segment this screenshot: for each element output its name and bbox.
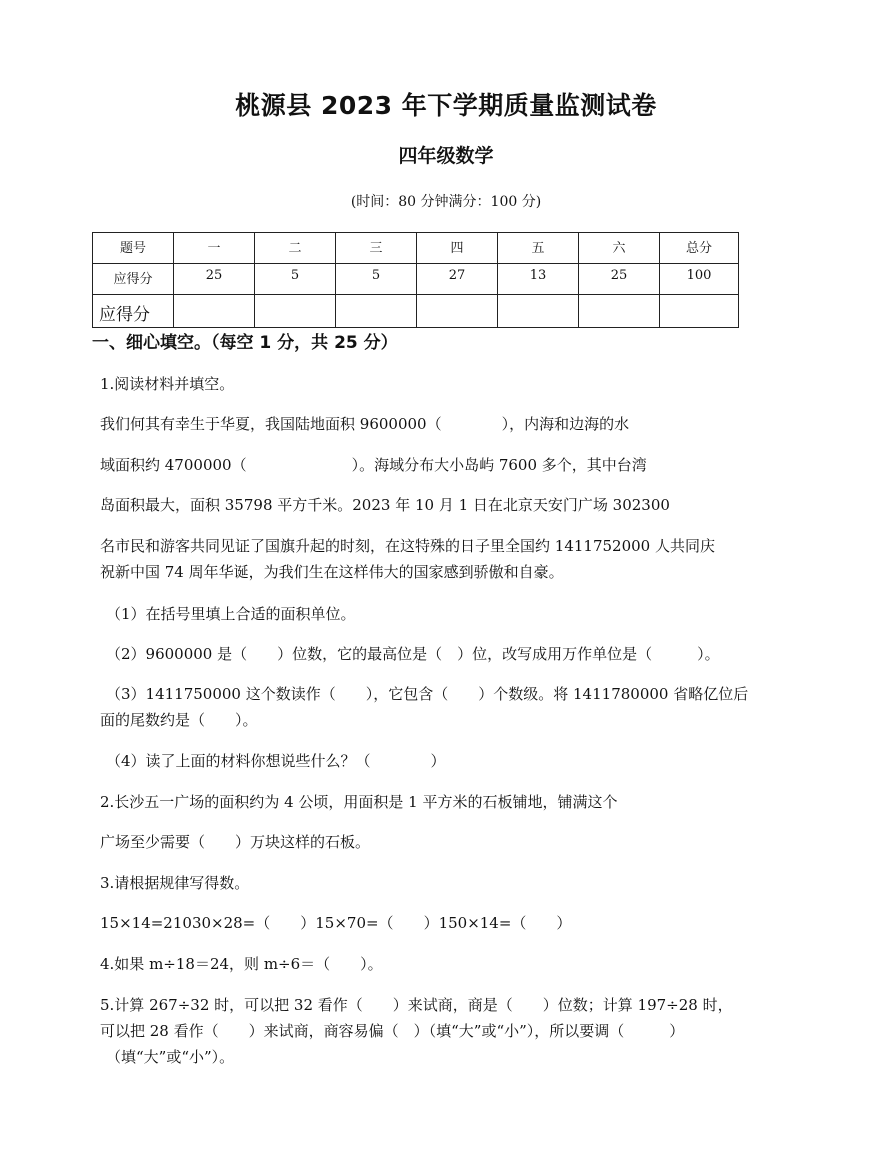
score-earned-cell[interactable]: [660, 295, 739, 328]
score-table: [92, 232, 739, 328]
q1-sub-question-2: （2）9600000 是（ ）位数，它的最高位是（ ）位，改写成用万作单位是（ ）。: [106, 645, 720, 663]
q1-paragraph-line: 祝新中国 74 周年华诞，为我们生在这样伟大的国家感到骄傲和自豪。: [100, 563, 564, 581]
exam-title: 桃源县 2023 年下学期质量监测试卷: [235, 91, 657, 120]
score-points-cell: 13: [498, 264, 579, 295]
q5-line: （填“大”或“小”）。: [106, 1048, 235, 1066]
score-header-cell: 二: [255, 233, 336, 264]
q1-sub-question-3: （3）1411750000 这个数读作（ ），它包含（ ）个数级。将 1411780000 省略亿位后: [106, 685, 749, 703]
score-points-cell: 5: [336, 264, 417, 295]
score-header-cell: 总分: [660, 233, 739, 264]
exam-time-info: (时间：80 分钟满分：100 分): [350, 194, 542, 210]
score-earned-cell[interactable]: [255, 295, 336, 328]
q2-line: 广场至少需要（ ）万块这样的石板。: [100, 833, 371, 851]
score-header-cell: 五: [498, 233, 579, 264]
q4-body: 4.如果 m÷18＝24，则 m÷6＝（ ）。: [100, 955, 383, 973]
score-table-header-row: [93, 233, 739, 264]
score-points-cell: 应得分: [93, 264, 174, 295]
q2-line: 2.长沙五一广场的面积约为 4 公顷，用面积是 1 平方米的石板铺地，铺满这个: [100, 793, 618, 811]
score-earned-cell[interactable]: [174, 295, 255, 328]
score-points-cell: 25: [174, 264, 255, 295]
section-heading: 一、细心填空。（每空 1 分，共 25 分）: [92, 333, 398, 353]
score-points-cell: 5: [255, 264, 336, 295]
q5-line: 可以把 28 看作（ ）来试商，商容易偏（ ）（填“大”或“小”），所以要调（ ）: [100, 1022, 685, 1040]
q1-sub-question-4: （4）读了上面的材料你想说些什么？（ ）: [106, 752, 446, 770]
q1-paragraph-line: 名市民和游客共同见证了国旗升起的时刻，在这特殊的日子里全国约 1411752000 人共同庆: [100, 537, 715, 555]
score-earned-label: 应得分: [93, 295, 174, 328]
score-header-cell: 三: [336, 233, 417, 264]
q1-title: 1.阅读材料并填空。: [100, 375, 235, 393]
score-table-points-row: [93, 264, 739, 295]
score-earned-cell[interactable]: [336, 295, 417, 328]
score-header-cell: 四: [417, 233, 498, 264]
score-points-cell: 25: [579, 264, 660, 295]
score-earned-cell[interactable]: [579, 295, 660, 328]
score-points-cell: 100: [660, 264, 739, 295]
exam-subtitle: 四年级数学: [398, 145, 494, 167]
score-points-cell: 27: [417, 264, 498, 295]
score-header-cell: 一: [174, 233, 255, 264]
q3-title: 3.请根据规律写得数。: [100, 874, 250, 892]
score-earned-cell[interactable]: [417, 295, 498, 328]
q3-body: 15×14=21030×28=（ ）15×70=（ ）150×14=（ ）: [100, 914, 572, 932]
q1-sub-question-3-cont: 面的尾数约是（ ）。: [100, 711, 258, 729]
score-earned-cell[interactable]: [498, 295, 579, 328]
score-header-cell: 题号: [93, 233, 174, 264]
q1-paragraph-line: 我们何其有幸生于华夏，我国陆地面积 9600000（ ），内海和边海的水: [100, 415, 630, 433]
q1-paragraph-line: 域面积约 4700000（ ）。海域分布大小岛屿 7600 多个，其中台湾: [100, 456, 647, 474]
q1-paragraph-line: 岛面积最大，面积 35798 平方千米。2023 年 10 月 1 日在北京天安门广场 302300: [100, 496, 670, 514]
score-table-earned-row: [93, 295, 739, 328]
q1-sub-question-1: （1）在括号里填上合适的面积单位。: [106, 605, 356, 623]
score-header-cell: 六: [579, 233, 660, 264]
q5-line: 5.计算 267÷32 时，可以把 32 看作（ ）来试商，商是（ ）位数；计算 197÷28 时，: [100, 996, 733, 1014]
